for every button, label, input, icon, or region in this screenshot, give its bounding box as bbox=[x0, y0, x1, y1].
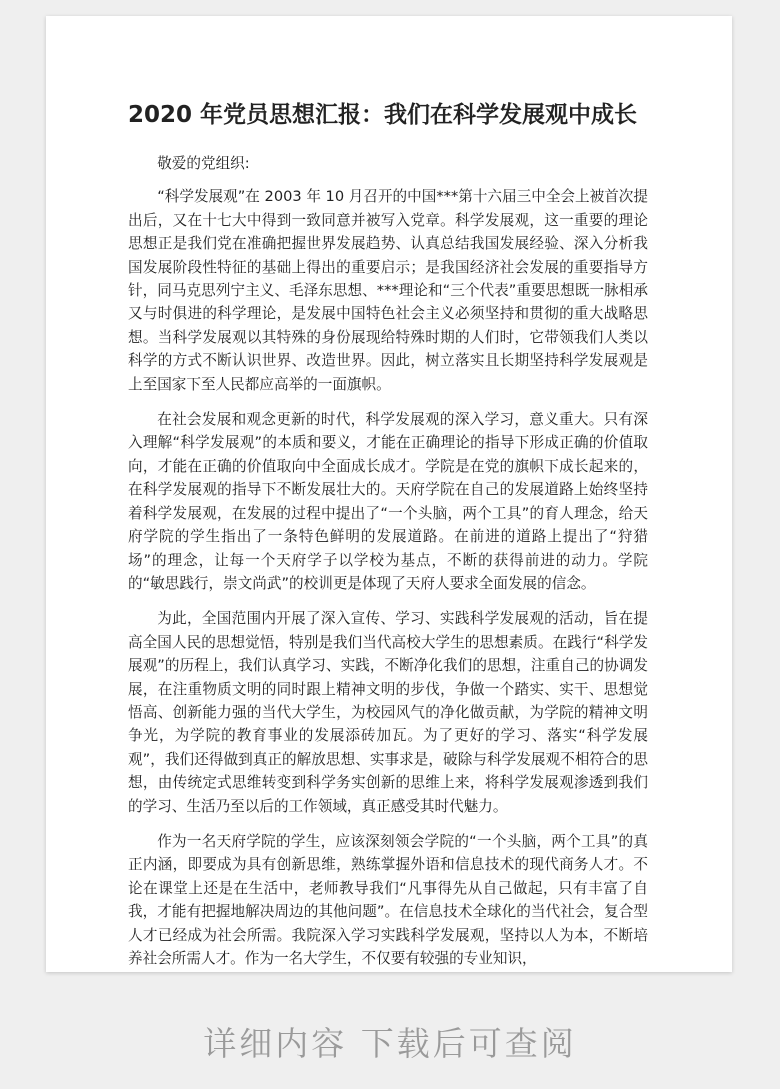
document-page bbox=[46, 16, 732, 972]
salutation: 敬爱的党组织: bbox=[157, 155, 250, 172]
paragraph-3: 为此，全国范围内开展了深入宣传、学习、实践科学发展观的活动，旨在提高全国人民的思想觉悟，特别是我们当代高校大学生的思想素质。在践行“科学发展观”的历程上，我们认真学习、实践，不断净化我们的思想，注重自己的协调发展，在注重物质文明的同时跟上精神文明的步伐，争做一个踏实、实干、思想觉悟高、创新能力强的当代大学生，为校园风气的净化做贡献，为学院的精神文明争光，为学院的教育事业的发展添砖加瓦。为了更好的学习、落实“科学发展观”，我们还得做到真正的解放思想、实事求是，破除与科学发展观不相符合的思想，由传统定式思维转变到科学务实创新的思维上来，将科学发展观渗透到我们的学习、生活乃至以后的工作领域，真正感受其时代魅力。 bbox=[128, 610, 648, 815]
paragraph-2: 在社会发展和观念更新的时代，科学发展观的深入学习，意义重大。只有深入理解“科学发展观”的本质和要义，才能在正确理论的指导下形成正确的价值取向，才能在正确的价值取向中全面成长成才。学院是在党的旗帜下成长起来的，在科学发展观的指导下不断发展壮大的。天府学院在自己的发展道路上始终坚持着科学发展观，在发展的过程中提出了“一个头脑，两个工具”的育人理念，给天府学院的学生指出了一条特色鲜明的发展道路。在前进的道路上提出了“狩猎场”的理念，让每一个天府学子以学校为基点，不断的获得前进的动力。学院的“敏思践行，崇文尚武”的校训更是体现了天府人要求全面发展的信念。 bbox=[128, 411, 648, 592]
document-body bbox=[128, 152, 648, 972]
paragraph-4: 作为一名天府学院的学生，应该深刻领会学院的“一个头脑，两个工具”的真正内涵，即要成为具有创新思维，熟练掌握外语和信息技术的现代商务人才。不论在课堂上还是在生活中，老师教导我们“凡事得先从自己做起，只有丰富了自我，才能有把握地解决周边的其他问题”。在信息技术全球化的当代社会，复合型人才已经成为社会所需。我院深入学习实践科学发展观，坚持以人为本，不断培养社会所需人才。作为一名大学生，不仅要有较强的专业知识， bbox=[128, 832, 648, 967]
paragraph-1: “科学发展观”在 2003 年 10 月召开的中国***第十六届三中全会上被首次提出后，又在十七大中得到一致同意并被写入党章。科学发展观，这一重要的理论思想正是我们党在准确把握世界发展趋势、认真总结我国发展经验、深入分析我国发展阶段性特征的基础上得出的重要启示；是我国经济社会发展的重要指导方针，同马克思列宁主义、毛泽东思想、***理论和“三个代表”重要思想既一脉相承又与时俱进的科学理论，是发展中国特色社会主义必须坚持和贯彻的重大战略思想。当科学发展观以其特殊的身份展现给特殊时期的人们时，它带领我们人类以科学的方式不断认识世界、改造世界。因此，树立落实且长期坚持科学发展观是上至国家下至人民都应高举的一面旗帜。 bbox=[128, 188, 648, 393]
document-title: 2020 年党员思想汇报：我们在科学发展观中成长 bbox=[128, 102, 638, 128]
download-prompt[interactable]: 详细内容 下载后可查阅 bbox=[203, 1024, 577, 1063]
